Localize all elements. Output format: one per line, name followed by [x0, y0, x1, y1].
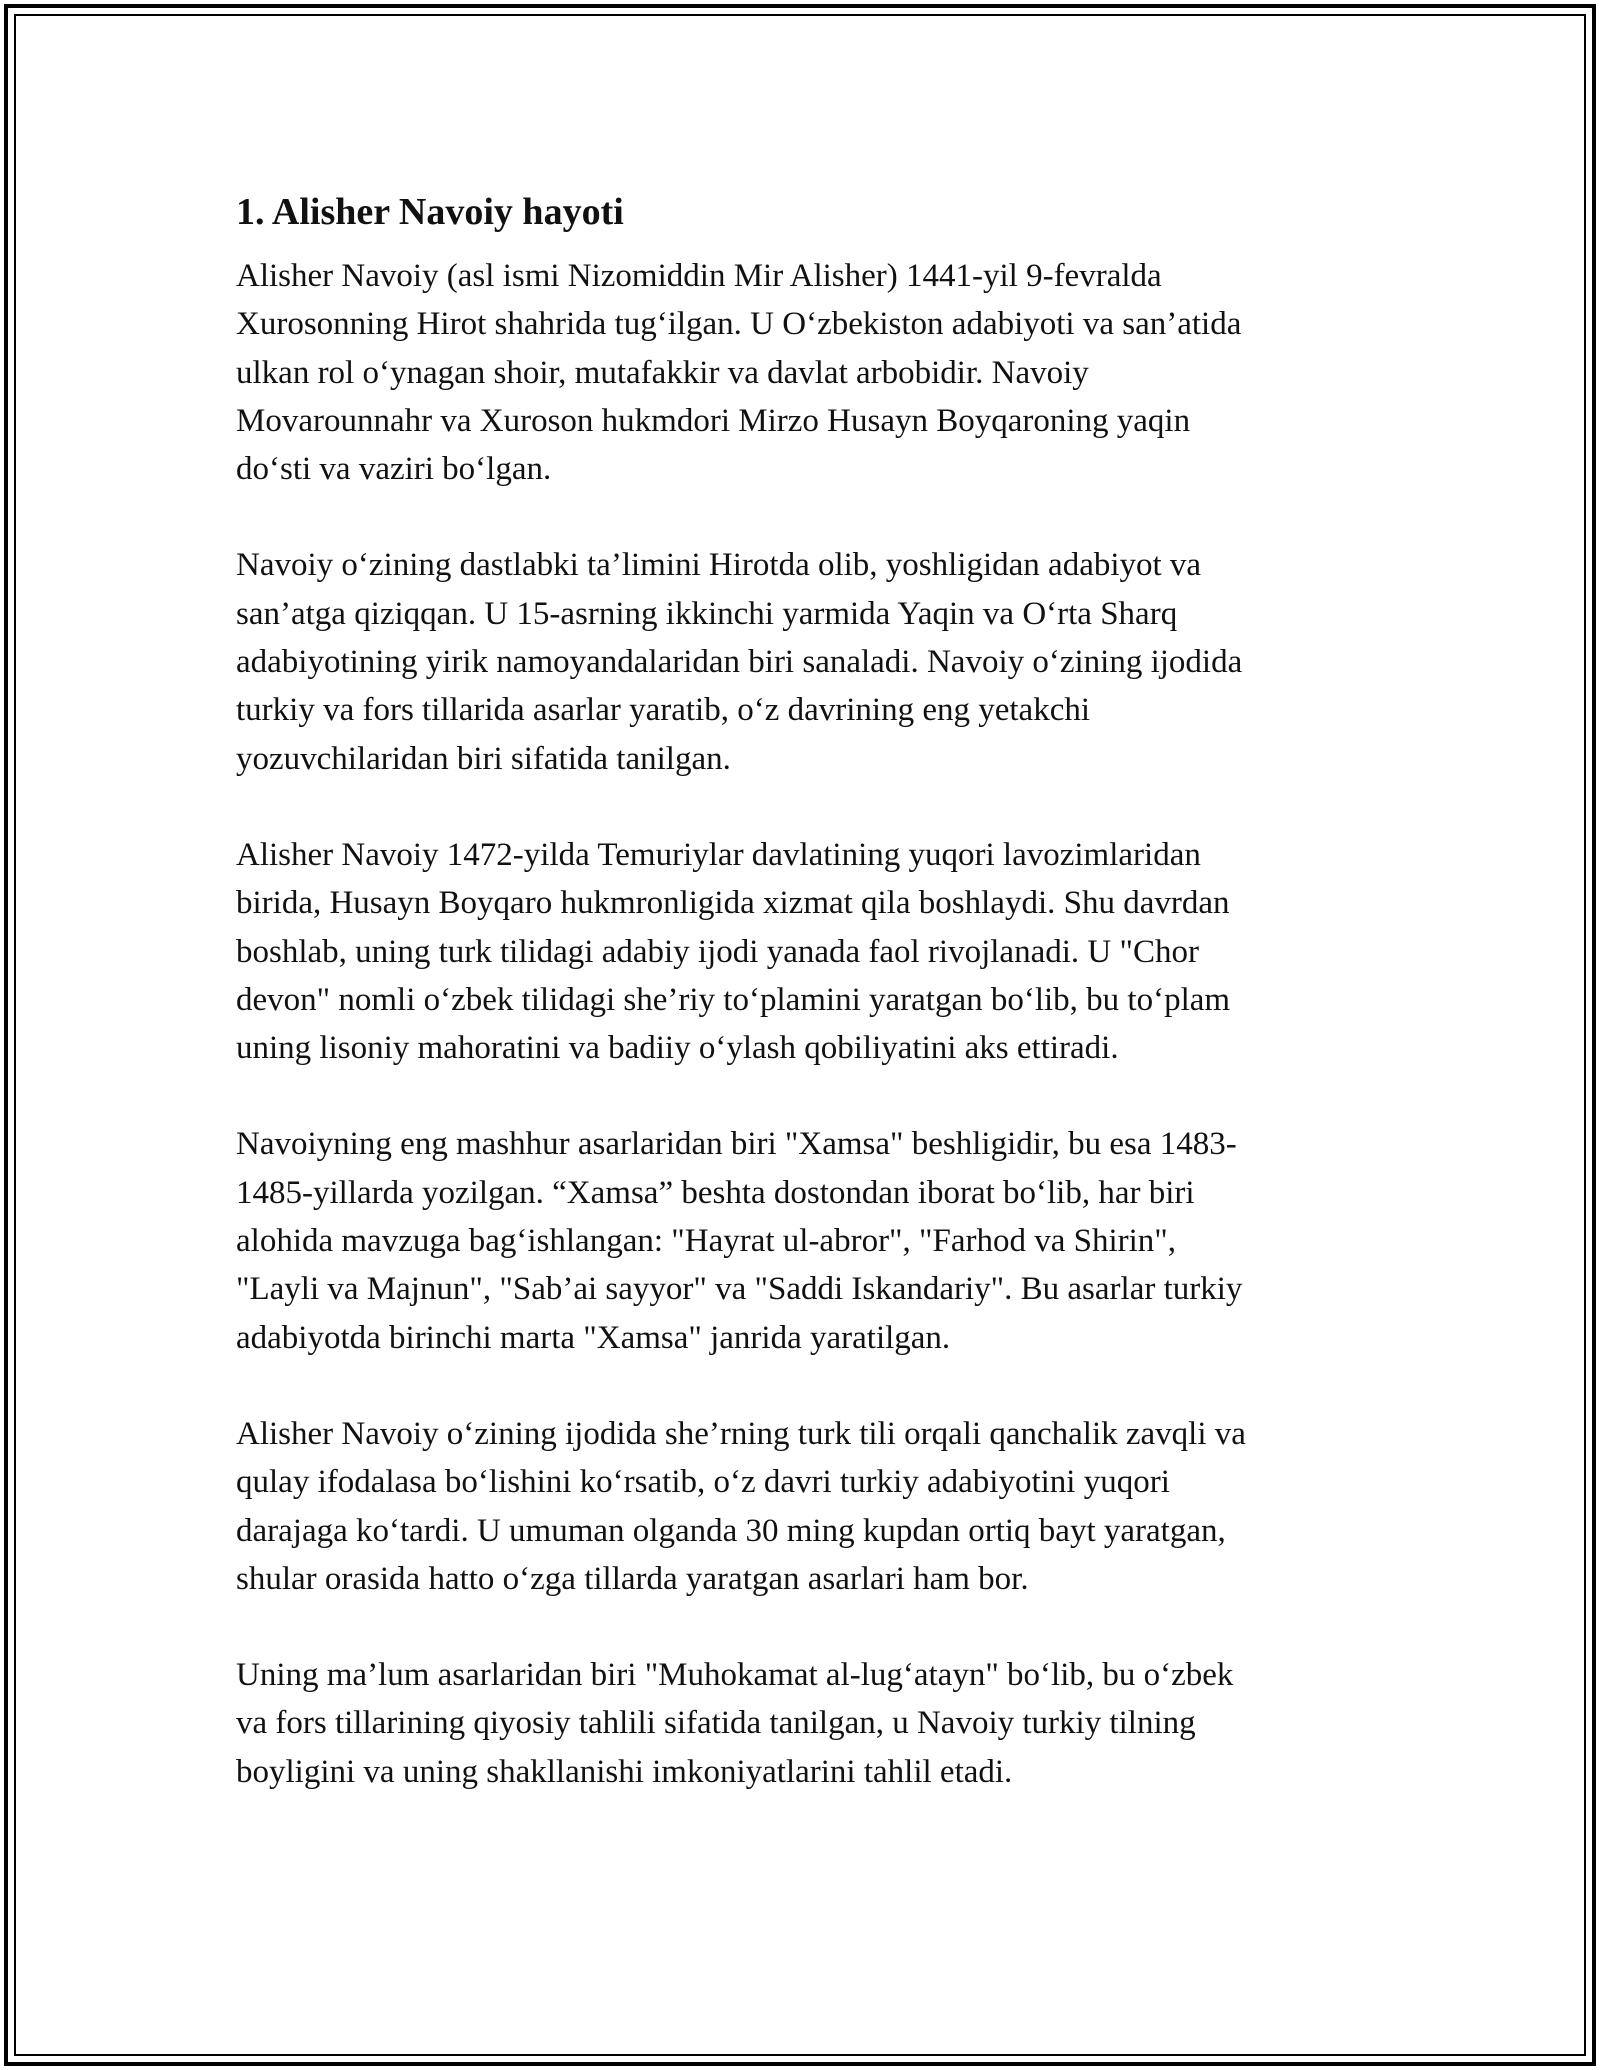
- document-body: [236, 186, 1366, 1844]
- paragraph-5: [236, 1410, 1366, 1603]
- paragraph-line: Navoiyning eng mashhur asarlaridan biri "Xamsa" beshligidir, bu esa 1483-: [236, 1126, 1237, 1163]
- paragraph-line: Uning ma’lum asarlaridan biri "Muhokamat al-lug‘atayn" bo‘lib, bu o‘zbek: [236, 1657, 1234, 1694]
- paragraph-line: devon" nomli o‘zbek tilidagi she’riy to‘plamini yaratgan bo‘lib, bu to‘plam: [236, 981, 1231, 1018]
- paragraph-line: 1485-yillarda yozilgan. “Xamsa” beshta dostondan iborat bo‘lib, har biri: [236, 1174, 1195, 1211]
- paragraph-3: [236, 831, 1366, 1072]
- paragraph-line: Alisher Navoiy 1472-yilda Temuriylar davlatining yuqori lavozimlaridan: [236, 836, 1201, 873]
- section-heading: 1. Alisher Navoiy hayoti: [236, 191, 624, 233]
- paragraph-1: [236, 252, 1366, 493]
- paragraph-line: yozuvchilaridan biri sifatida tanilgan.: [236, 740, 731, 777]
- paragraph-line: turkiy va fors tillarida asarlar yaratib, o‘z davrining eng yetakchi: [236, 692, 1091, 729]
- paragraph-line: birida, Husayn Boyqaro hukmronligida xizmat qila boshlaydi. Shu davrdan: [236, 885, 1230, 922]
- paragraph-line: darajaga ko‘tardi. U umuman olganda 30 ming kupdan ortiq bayt yaratgan,: [236, 1512, 1226, 1549]
- paragraph-line: alohida mavzuga bag‘ishlangan: "Hayrat ul-abror", "Farhod va Shirin",: [236, 1223, 1177, 1260]
- paragraph-2: [236, 541, 1366, 782]
- paragraph-line: uning lisoniy mahoratini va badiiy o‘ylash qobiliyatini aks ettiradi.: [236, 1030, 1119, 1067]
- paragraph-6: [236, 1651, 1366, 1796]
- paragraph-line: adabiyotda birinchi marta "Xamsa" janrida yaratilgan.: [236, 1319, 951, 1356]
- paragraph-line: Movarounnahr va Xuroson hukmdori Mirzo Husayn Boyqaroning yaqin: [236, 402, 1191, 439]
- paragraph-line: va fors tillarining qiyosiy tahlili sifatida tanilgan, u Navoiy turkiy tilning: [236, 1705, 1196, 1742]
- paragraph-line: shular orasida hatto o‘zga tillarda yaratgan asarlari ham bor.: [236, 1560, 1029, 1597]
- paragraph-line: Alisher Navoiy o‘zining ijodida she’rning turk tili orqali qanchalik zavqli va: [236, 1415, 1246, 1452]
- paragraph-line: san’atga qiziqqan. U 15-asrning ikkinchi yarmida Yaqin va O‘rta Sharq: [236, 595, 1178, 632]
- paragraph-line: Navoiy o‘zining dastlabki ta’limini Hirotda olib, yoshligidan adabiyot va: [236, 547, 1202, 584]
- paragraph-line: do‘sti va vaziri bo‘lgan.: [236, 451, 552, 488]
- paragraph-4: [236, 1120, 1366, 1361]
- paragraph-line: Xurosonning Hirot shahrida tug‘ilgan. U O‘zbekiston adabiyoti va san’atida: [236, 306, 1242, 343]
- paragraph-line: qulay ifodalasa bo‘lishini ko‘rsatib, o‘z davri turkiy adabiyotini yuqori: [236, 1464, 1170, 1501]
- paragraph-line: Alisher Navoiy (asl ismi Nizomiddin Mir Alisher) 1441-yil 9-fevralda: [236, 258, 1162, 294]
- paragraph-line: boyligini va uning shakllanishi imkoniyatlarini tahlil etadi.: [236, 1753, 1013, 1790]
- paragraph-line: ulkan rol o‘ynagan shoir, mutafakkir va davlat arbobidir. Navoiy: [236, 354, 1089, 391]
- paragraph-line: boshlab, uning turk tilidagi adabiy ijodi yanada faol rivojlanadi. U "Chor: [236, 933, 1199, 970]
- paragraph-line: adabiyotining yirik namoyandalaridan biri sanaladi. Navoiy o‘zining ijodida: [236, 644, 1243, 681]
- paragraph-line: "Layli va Majnun", "Sab’ai sayyor" va "Saddi Iskandariy". Bu asarlar turkiy: [236, 1271, 1243, 1308]
